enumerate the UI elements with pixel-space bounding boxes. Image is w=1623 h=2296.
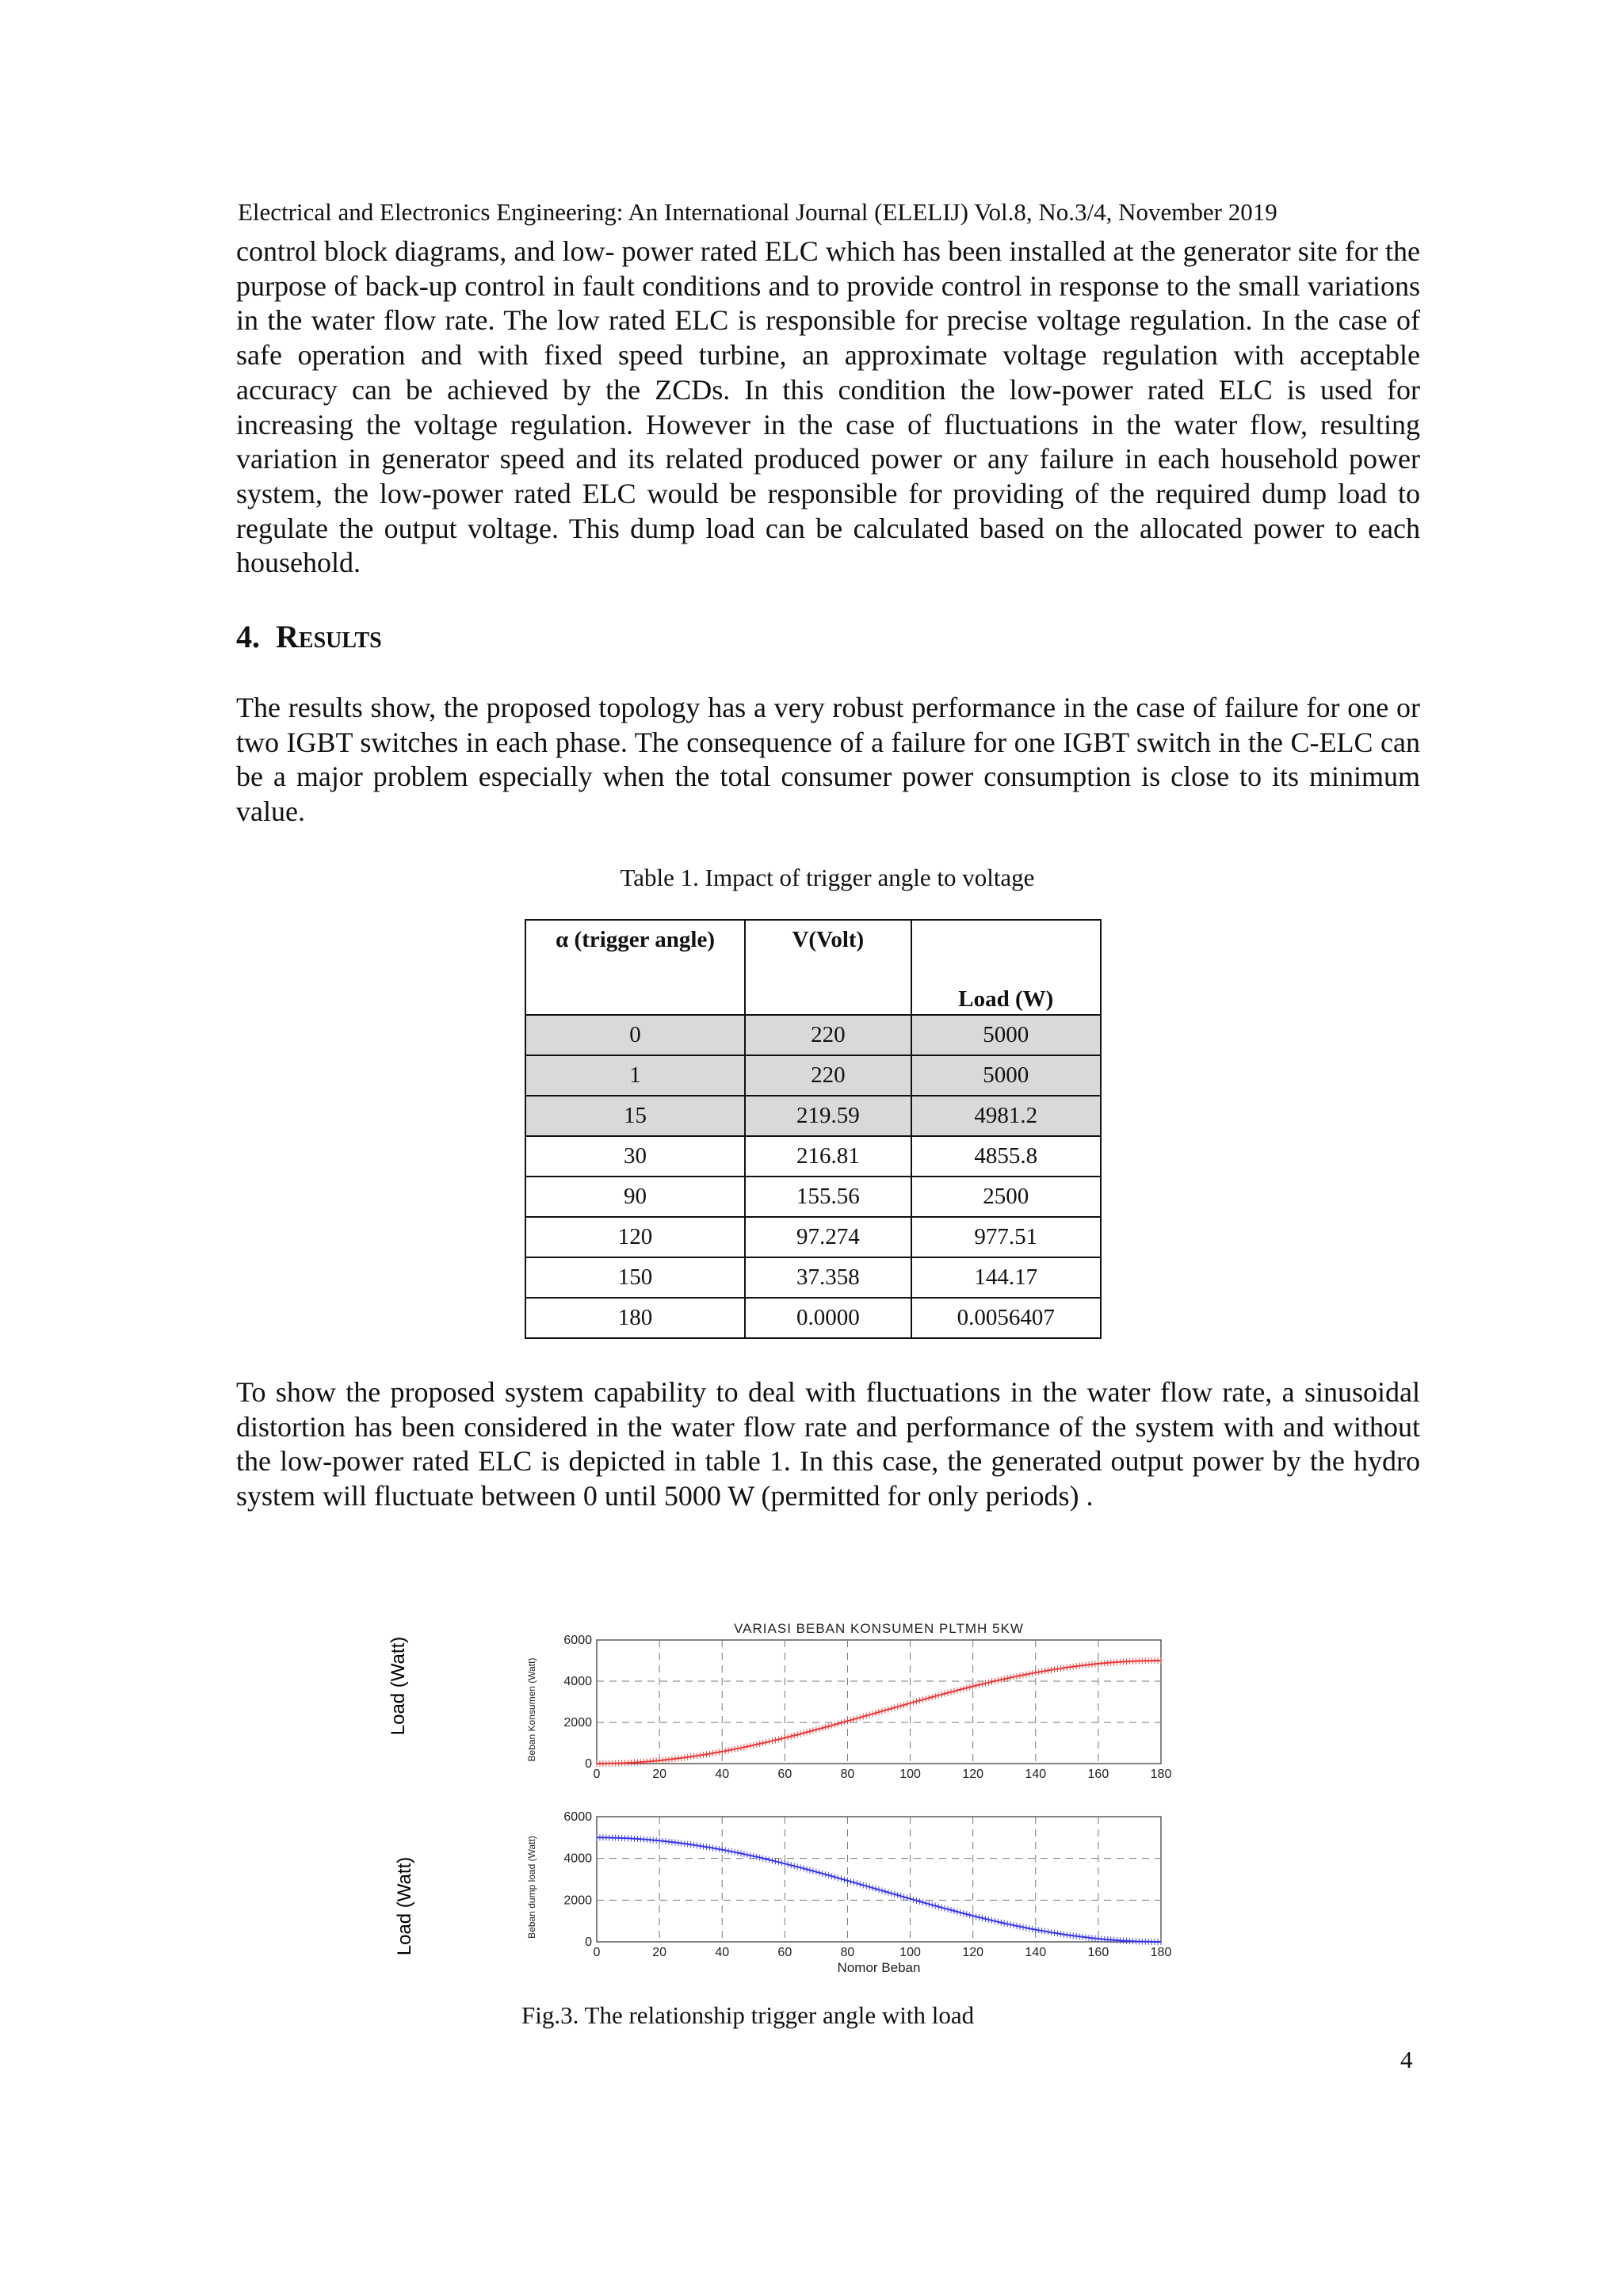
table-header-row xyxy=(525,920,1101,1015)
figure-caption: Fig.3. The relationship trigger angle with load xyxy=(521,2001,975,2029)
table-cell: 977.51 xyxy=(911,1217,1101,1257)
x-tick-label: 40 xyxy=(715,1946,730,1959)
y-tick-label: 0 xyxy=(585,1936,592,1949)
y-tick-label: 0 xyxy=(585,1757,592,1771)
table-row xyxy=(525,1257,1101,1298)
x-tick-label: 160 xyxy=(1087,1768,1109,1781)
y-axis-label: Beban dump load (Watt) xyxy=(526,1836,537,1939)
x-tick-label: 120 xyxy=(962,1768,984,1781)
table-cell: 37.358 xyxy=(745,1257,911,1298)
x-tick-label: 180 xyxy=(1150,1768,1172,1781)
x-tick-label: 80 xyxy=(840,1946,855,1959)
x-tick-label: 100 xyxy=(899,1946,921,1959)
body-paragraph: The results show, the proposed topology has a very robust performance in the case of failure for one or two IGBT switches in each phase. The consequence of a failure for one IGBT switch in the C-ELC can be a major problem especially when the total consumer power consumption is close to its minimum value. xyxy=(236,692,1420,828)
table-cell: 180 xyxy=(525,1298,745,1338)
figure-svg xyxy=(388,1592,1189,1989)
header-load: Load (W) xyxy=(911,920,1101,1015)
table-row xyxy=(525,1096,1101,1136)
table-cell: 216.81 xyxy=(745,1136,911,1177)
x-tick-label: 60 xyxy=(777,1946,792,1959)
table-body xyxy=(525,1015,1101,1338)
chart-panel-1 xyxy=(526,1621,1171,1781)
table-cell: 0 xyxy=(525,1015,745,1055)
table-cell: 4855.8 xyxy=(911,1136,1101,1177)
section-heading xyxy=(236,616,382,658)
table-cell: 220 xyxy=(745,1055,911,1096)
table-caption: Table 1. Impact of trigger angle to voltage xyxy=(620,864,1035,891)
x-tick-label: 0 xyxy=(593,1768,601,1781)
plot-frame xyxy=(597,1640,1161,1764)
x-tick-label: 140 xyxy=(1025,1768,1047,1781)
x-tick-label: 100 xyxy=(899,1768,921,1781)
table-cell: 90 xyxy=(525,1177,745,1217)
outer-y-label: Load (Watt) xyxy=(394,1856,415,1956)
table-cell: 97.274 xyxy=(745,1217,911,1257)
section-title-initial: R xyxy=(276,619,299,654)
header-trigger-angle: α (trigger angle) xyxy=(525,920,745,1015)
table-cell: 2500 xyxy=(911,1177,1101,1217)
outer-y-label: Load (Watt) xyxy=(388,1636,409,1736)
table-cell: 144.17 xyxy=(911,1257,1101,1298)
table-cell: 155.56 xyxy=(745,1177,911,1217)
x-tick-label: 20 xyxy=(652,1946,667,1959)
table-row xyxy=(525,1298,1101,1338)
y-axis-label: Beban Konsumen (Watt) xyxy=(526,1657,537,1762)
y-tick-label: 2000 xyxy=(563,1716,592,1730)
table-cell: 219.59 xyxy=(745,1096,911,1136)
x-tick-label: 120 xyxy=(962,1946,984,1959)
table-cell: 4981.2 xyxy=(911,1096,1101,1136)
table-row xyxy=(525,1015,1101,1055)
section-title-rest: esults xyxy=(298,619,382,654)
table-cell: 150 xyxy=(525,1257,745,1298)
table-cell: 120 xyxy=(525,1217,745,1257)
y-tick-label: 6000 xyxy=(563,1810,592,1824)
y-tick-label: 6000 xyxy=(563,1634,592,1647)
x-tick-label: 60 xyxy=(777,1768,792,1781)
body-paragraph: control block diagrams, and low- power rated ELC which has been installed at the generator site for the purpose of back-up control in fault conditions and to provide control in response to the small variations in the water flow rate. The low rated ELC is responsible for precise voltage regulation. In the case of safe operation and with fixed speed turbine, an approximate voltage regulation with acceptable accuracy can be achieved by the ZCDs. In this condition the low-power rated ELC is used for increasing the voltage regulation. However in the case of fluctuations in the water flow, resulting variation in generator speed and its related produced power or any failure in each household power system, the low-power rated ELC would be responsible for providing of the required dump load to regulate the output voltage. This dump load can be calculated based on the allocated power to each household. xyxy=(236,235,1420,579)
y-tick-label: 2000 xyxy=(563,1894,592,1908)
plot-frame xyxy=(597,1817,1161,1942)
table-row xyxy=(525,1136,1101,1177)
x-tick-label: 160 xyxy=(1087,1946,1109,1959)
x-tick-label: 0 xyxy=(593,1946,601,1959)
table-cell: 0.0056407 xyxy=(911,1298,1101,1338)
header-voltage: V(Volt) xyxy=(745,920,911,1015)
x-tick-label: 80 xyxy=(840,1768,855,1781)
x-tick-label: 40 xyxy=(715,1768,730,1781)
figure xyxy=(388,1592,1189,1989)
x-tick-label: 140 xyxy=(1025,1946,1047,1959)
table-cell: 15 xyxy=(525,1096,745,1136)
results-table xyxy=(525,919,1102,1339)
chart-title: VARIASI BEBAN KONSUMEN PLTMH 5KW xyxy=(734,1621,1024,1636)
table-row xyxy=(525,1177,1101,1217)
table-cell: 220 xyxy=(745,1015,911,1055)
table-row xyxy=(525,1055,1101,1096)
x-tick-label: 180 xyxy=(1150,1946,1172,1959)
chart-panel-2 xyxy=(526,1810,1171,1975)
table-cell: 5000 xyxy=(911,1055,1101,1096)
table-row xyxy=(525,1217,1101,1257)
table-cell: 5000 xyxy=(911,1015,1101,1055)
x-tick-label: 20 xyxy=(652,1768,667,1781)
y-tick-label: 4000 xyxy=(563,1852,592,1866)
table-cell: 1 xyxy=(525,1055,745,1096)
y-tick-label: 4000 xyxy=(563,1675,592,1688)
running-header: Electrical and Electronics Engineering: An International Journal (ELELIJ) Vol.8, No.3/4, November 2019 xyxy=(238,198,1277,226)
table-cell: 0.0000 xyxy=(745,1298,911,1338)
page-number: 4 xyxy=(1400,2046,1413,2073)
section-number: 4. xyxy=(236,619,260,654)
x-axis-label: Nomor Beban xyxy=(837,1960,921,1975)
body-paragraph: To show the proposed system capability to deal with fluctuations in the water flow rate, a sinusoidal distortion has been considered in the water flow rate and performance of the system with and without the low-power rated ELC is depicted in table 1. In this case, the generated output power by the hydro system will fluctuate between 0 until 5000 W (permitted for only periods) . xyxy=(236,1376,1420,1512)
table-cell: 30 xyxy=(525,1136,745,1177)
